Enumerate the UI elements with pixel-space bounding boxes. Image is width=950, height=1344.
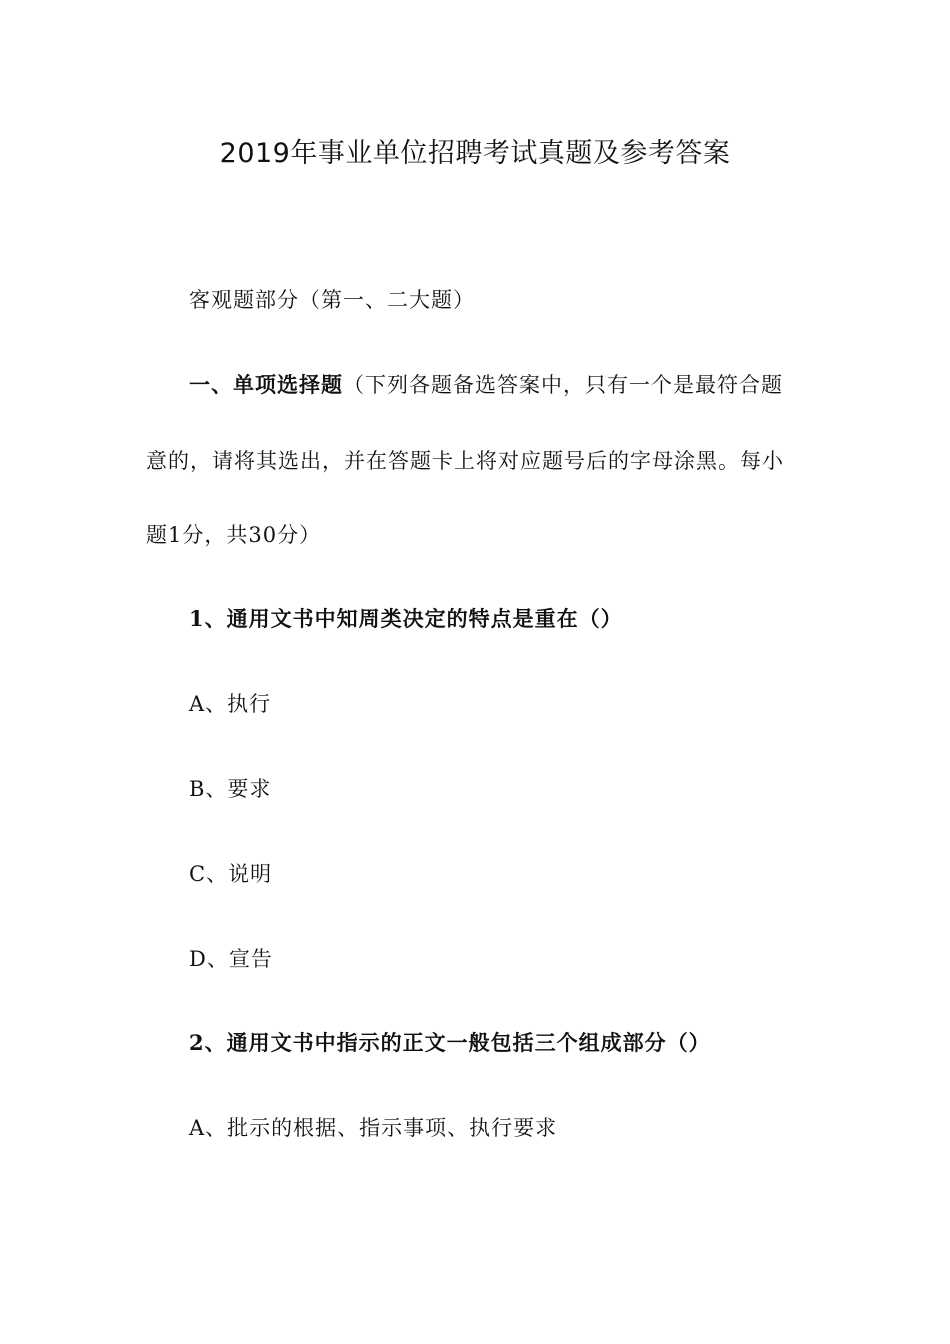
question-2-option-a: A、批示的根据、指示事项、执行要求 — [189, 1116, 558, 1140]
section-label: 客观题部分（第一、二大题） — [189, 288, 475, 312]
question-1-option-c: C、说明 — [189, 862, 273, 886]
question-1-stem: 1、通用文书中知周类决定的特点是重在（） — [189, 606, 623, 631]
part-one-intro — [189, 371, 783, 399]
part-one-instruction-line3: 题1分，共30分） — [146, 523, 322, 547]
question-1-option-d: D、宣告 — [189, 947, 273, 971]
question-1-option-a: A、执行 — [189, 692, 272, 716]
question-1-option-b: B、要求 — [189, 777, 272, 801]
question-2-stem: 2、通用文书中指示的正文一般包括三个组成部分（） — [189, 1030, 711, 1055]
part-one-instruction-line2: 意的，请将其选出，并在答题卡上将对应题号后的字母涂黑。每小 — [146, 449, 784, 473]
part-one-heading: 一、单项选择题 — [189, 372, 343, 397]
document-title: 2019年事业单位招聘考试真题及参考答案 — [219, 138, 731, 169]
part-one-instruction-line1: （下列各题备选答案中，只有一个是最符合题 — [343, 373, 783, 397]
